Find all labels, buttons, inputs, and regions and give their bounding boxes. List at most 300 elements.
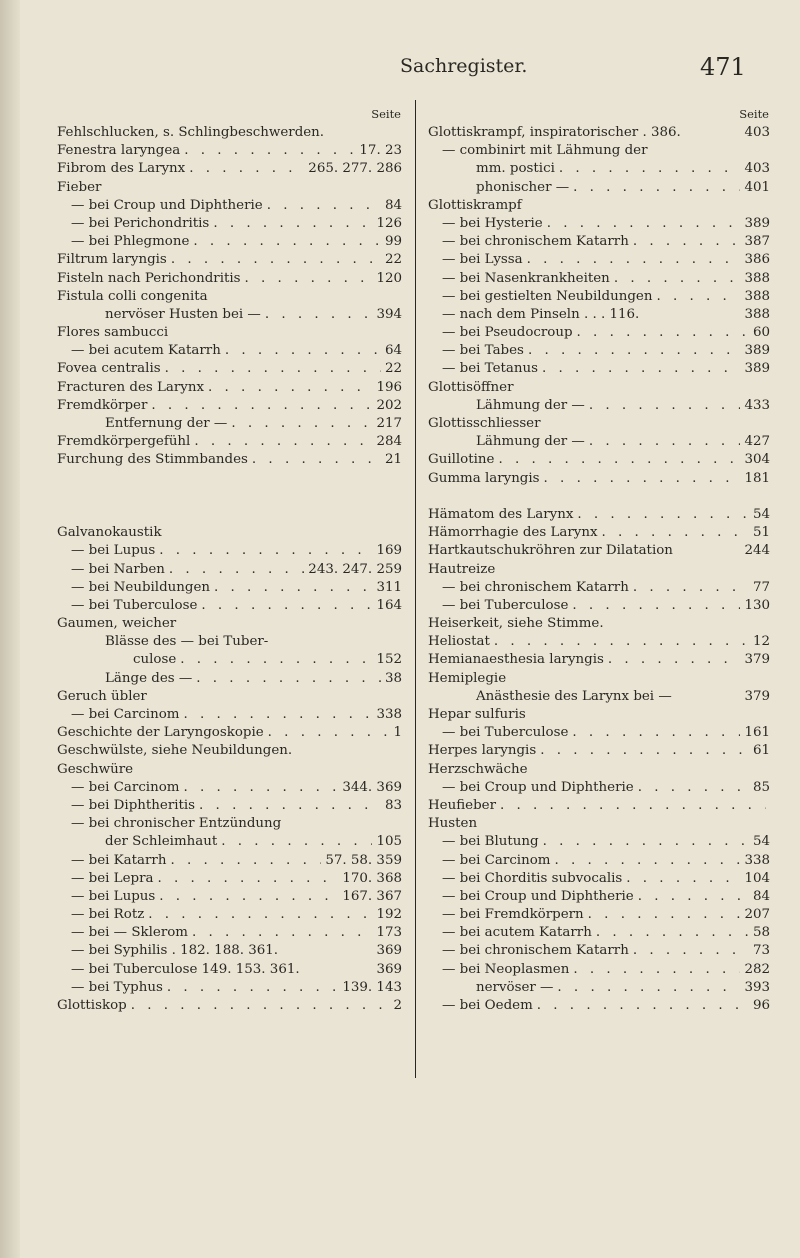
- index-entry: [428, 379, 770, 397]
- entry-page-ref: 58: [752, 925, 770, 941]
- entry-term: — bei Oedem: [442, 998, 533, 1013]
- index-entry: [428, 506, 770, 524]
- index-entry: [428, 470, 770, 488]
- dot-leader: [588, 906, 741, 924]
- column-divider: [415, 100, 416, 1078]
- dot-leader: [633, 233, 741, 251]
- dot-leader: [577, 506, 749, 524]
- dot-leader: [589, 433, 741, 451]
- entry-page-ref: 105: [376, 834, 402, 850]
- entry-page-ref: 22: [384, 361, 402, 377]
- entry-page-ref: 389: [744, 343, 770, 359]
- entry-term: — bei Croup und Diphtherie: [71, 197, 263, 213]
- entry-term: Fovea centralis: [57, 361, 161, 377]
- index-entry: [428, 579, 770, 597]
- dot-leader: [554, 852, 740, 870]
- entry-page-ref: 388: [744, 270, 770, 286]
- entry-term: — bei Carcinom: [71, 707, 180, 723]
- entry-term: — bei Rotz: [71, 907, 145, 923]
- entry-term: — bei Tetanus: [442, 361, 538, 377]
- index-entry: [428, 906, 770, 924]
- entry-page-ref: 152: [376, 652, 402, 668]
- dot-leader: [208, 379, 372, 397]
- entry-term: — bei Tabes: [442, 343, 524, 359]
- index-entry: [428, 688, 770, 706]
- entry-term: Fehlschlucken, s. Schlingbeschwerden.: [57, 125, 325, 140]
- entry-page-ref: 192: [376, 907, 402, 923]
- entry-term: — combinirt mit Lähmung der: [442, 143, 648, 159]
- entry-page-ref: 22: [384, 252, 402, 268]
- entry-term: Hämatom des Larynx: [428, 506, 574, 522]
- entry-page-ref: 244: [744, 543, 770, 559]
- entry-term: Husten: [428, 816, 478, 832]
- entry-page-ref: 173: [376, 925, 402, 941]
- entry-page-ref: 104: [744, 870, 770, 886]
- entry-term: — bei Katarrh: [71, 852, 167, 868]
- entry-page-ref: 394: [376, 306, 402, 322]
- dot-leader: [167, 979, 338, 997]
- index-entry: [428, 215, 770, 233]
- entry-term: Herzschwäche: [428, 761, 528, 777]
- index-entry: [57, 870, 402, 888]
- dot-leader: [559, 160, 741, 178]
- entry-page-ref: 84: [752, 888, 770, 904]
- index-entry: [428, 360, 770, 378]
- entry-page-ref: 369: [376, 961, 402, 977]
- entry-term: — bei chronischer Entzündung: [71, 816, 282, 832]
- dot-leader: [638, 779, 749, 797]
- entry-term: Fracturen des Larynx: [57, 379, 205, 395]
- index-entry: [57, 179, 402, 197]
- index-entry: [428, 706, 770, 724]
- entry-term: — bei Typhus: [71, 979, 163, 995]
- entry-term: — bei Lyssa: [442, 252, 523, 268]
- entry-term: Blässe des — bei Tuber-: [105, 634, 269, 650]
- dot-leader: [265, 306, 373, 324]
- entry-term: Anästhesie des Larynx bei —: [476, 688, 672, 704]
- running-head: [0, 53, 800, 93]
- dot-leader: [614, 270, 741, 288]
- index-entry: [428, 451, 770, 469]
- dot-leader: [193, 233, 381, 251]
- entry-term: der Schleimhaut: [105, 834, 218, 850]
- entry-term: Heufieber: [428, 797, 496, 813]
- index-entry: [428, 270, 770, 288]
- index-entry: [428, 124, 770, 142]
- dot-leader: [557, 979, 740, 997]
- index-entry: [428, 797, 770, 815]
- entry-page-ref: 85: [752, 779, 770, 795]
- index-entry: [428, 870, 770, 888]
- entry-page-ref: 64: [384, 343, 402, 359]
- entry-page-ref: 389: [744, 361, 770, 377]
- index-entry: [428, 779, 770, 797]
- entry-page-ref: 60: [752, 325, 770, 341]
- entry-term: Flores sambucci: [57, 325, 169, 341]
- index-entry: [428, 251, 770, 269]
- index-entry: [428, 724, 770, 742]
- index-entry: [57, 379, 402, 397]
- index-entry: [57, 961, 402, 979]
- dot-leader: [498, 451, 740, 469]
- dot-leader: [213, 215, 372, 233]
- entry-page-ref: 265. 277. 286: [308, 161, 402, 177]
- entry-page-ref: 57. 58. 359: [325, 852, 402, 868]
- index-entry: [428, 142, 770, 160]
- index-entry: [428, 324, 770, 342]
- dot-leader: [159, 888, 338, 906]
- dot-leader: [547, 215, 741, 233]
- entry-term: Hämorrhagie des Larynx: [428, 525, 598, 541]
- entry-term: — bei Neubildungen: [71, 579, 211, 595]
- entry-page-ref: 388: [744, 306, 770, 322]
- index-entry: [57, 997, 402, 1015]
- index-entry: [428, 888, 770, 906]
- dot-leader: [589, 397, 741, 415]
- dot-leader: [183, 706, 372, 724]
- index-entry: [428, 179, 770, 197]
- section-gap: [428, 488, 770, 506]
- dot-leader: [252, 451, 381, 469]
- entry-term: — bei Blutung: [442, 834, 539, 850]
- entry-term: culose: [133, 652, 177, 668]
- index-entry: [57, 451, 402, 469]
- index-column-left: [57, 104, 402, 1015]
- entry-page-ref: 217: [376, 416, 402, 431]
- entry-page-ref: 12: [752, 634, 770, 650]
- index-entry: [57, 160, 402, 178]
- index-entry: [57, 688, 402, 706]
- index-entry: [57, 397, 402, 415]
- entry-term: Glottiskop: [57, 998, 127, 1014]
- entry-term: Hemianaesthesia laryngis: [428, 652, 604, 668]
- dot-leader: [165, 360, 381, 378]
- dot-leader: [633, 942, 749, 960]
- index-entry: [57, 433, 402, 451]
- index-entry: [57, 415, 402, 433]
- index-entry: [428, 942, 770, 960]
- entry-term: — bei Lupus: [71, 888, 156, 904]
- dot-leader: [151, 397, 372, 415]
- index-entry: [428, 815, 770, 833]
- index-entry: [428, 524, 770, 542]
- entry-page-ref: 403: [744, 125, 770, 140]
- entry-page-ref: 51: [752, 525, 770, 541]
- index-entry: [57, 670, 402, 688]
- entry-term: — bei Pseudocroup: [442, 325, 573, 341]
- dot-leader: [656, 288, 740, 306]
- index-entry: [428, 761, 770, 779]
- index-entry: [57, 288, 402, 306]
- dot-leader: [638, 888, 749, 906]
- dot-leader: [544, 470, 741, 488]
- entry-page-ref: 389: [744, 215, 770, 231]
- dot-leader: [196, 670, 381, 688]
- dot-leader: [183, 779, 338, 797]
- entry-page-ref: 167. 367: [342, 888, 402, 904]
- entry-page-ref: 181: [744, 470, 770, 486]
- dot-leader: [180, 651, 372, 669]
- entry-page-ref: 17. 23: [359, 143, 402, 159]
- entry-page-ref: 433: [744, 397, 770, 413]
- dot-leader: [537, 997, 749, 1015]
- index-entry: [57, 651, 402, 669]
- entry-page-ref: 338: [744, 852, 770, 868]
- dot-leader: [500, 797, 766, 815]
- index-entry: [57, 342, 402, 360]
- entry-page-ref: 379: [744, 652, 770, 668]
- entry-term: Hartkautschukröhren zur Dilatation: [428, 543, 673, 559]
- dot-leader: [194, 433, 372, 451]
- entry-page-ref: 202: [376, 397, 402, 413]
- entry-term: Furchung des Stimmbandes: [57, 452, 248, 468]
- index-entry: [428, 651, 770, 669]
- entry-page-ref: 83: [384, 797, 402, 813]
- entry-term: — bei acutem Katarrh: [442, 925, 592, 941]
- index-entry: [57, 124, 402, 142]
- index-entry: [57, 597, 402, 615]
- dot-leader: [169, 561, 304, 579]
- index-entry: [57, 742, 402, 760]
- index-entry: [57, 888, 402, 906]
- index-column-right: [428, 104, 770, 1015]
- entry-term: — bei — Sklerom: [71, 925, 188, 941]
- entry-term: Herpes laryngis: [428, 743, 537, 759]
- index-entry: [57, 579, 402, 597]
- index-entry: [57, 833, 402, 851]
- column-header-seite: Seite: [371, 107, 401, 121]
- entry-page-ref: 120: [376, 270, 402, 286]
- index-entry: [57, 215, 402, 233]
- entry-page-ref: 54: [752, 506, 770, 522]
- entry-term: — bei Croup und Diphtherie: [442, 779, 634, 795]
- entry-term: Guillotine: [428, 452, 495, 468]
- dot-leader: [573, 961, 740, 979]
- entry-page-ref: 170. 368: [342, 870, 402, 886]
- index-entry: [428, 288, 770, 306]
- entry-term: Fisteln nach Perichondritis: [57, 270, 241, 286]
- dot-leader: [540, 742, 749, 760]
- entry-term: Galvanokaustik: [57, 525, 162, 541]
- entry-term: Hepar sulfuris: [428, 707, 526, 722]
- entry-term: Fieber: [57, 179, 102, 195]
- index-entry: [57, 942, 402, 960]
- entry-term: — bei Syphilis . 182. 188. 361.: [71, 943, 279, 959]
- entry-term: — bei Lupus: [71, 543, 156, 559]
- entry-page-ref: 38: [384, 670, 402, 686]
- entry-term: — nach dem Pinseln . . . 116.: [442, 306, 640, 322]
- index-entry: [428, 433, 770, 451]
- entry-term: — bei Chorditis subvocalis: [442, 870, 623, 886]
- entry-page-ref: 126: [376, 215, 402, 231]
- entry-page-ref: 379: [744, 688, 770, 704]
- entry-page-ref: 427: [744, 434, 770, 450]
- index-entry: [57, 233, 402, 251]
- entry-term: Glottisschliesser: [428, 416, 541, 431]
- index-entry: [428, 670, 770, 688]
- entry-term: Entfernung der —: [105, 416, 228, 431]
- entry-term: — bei Tuberculose: [442, 597, 569, 613]
- entry-term: — bei Narben: [71, 561, 165, 577]
- entry-term: — bei Carcinom: [71, 779, 180, 795]
- dot-leader: [171, 251, 381, 269]
- entry-term: — bei Tuberculose: [442, 725, 569, 741]
- dot-leader: [245, 270, 373, 288]
- entry-page-ref: 369: [376, 943, 402, 959]
- index-entry: [57, 706, 402, 724]
- dot-leader: [221, 833, 372, 851]
- column-header-seite: Seite: [739, 107, 769, 121]
- entry-term: — bei Tuberculose: [71, 597, 198, 613]
- index-entry: [428, 742, 770, 760]
- dot-leader: [157, 870, 338, 888]
- entry-page-ref: 1: [393, 725, 402, 741]
- entry-term: — bei chronischem Katarrh: [442, 234, 629, 250]
- index-entry: [57, 251, 402, 269]
- dot-leader: [543, 833, 749, 851]
- entry-term: Fenestra laryngea: [57, 143, 181, 159]
- entry-page-ref: 61: [752, 743, 770, 759]
- entry-term: Geschwülste, siehe Neubildungen.: [57, 743, 293, 759]
- entry-page-ref: 387: [744, 234, 770, 250]
- index-entry: [428, 233, 770, 251]
- index-entry: [57, 761, 402, 779]
- index-entry: [428, 979, 770, 997]
- dot-leader: [626, 870, 740, 888]
- entry-page-ref: 304: [744, 452, 770, 468]
- dot-leader: [131, 997, 390, 1015]
- entry-page-ref: 311: [376, 579, 402, 595]
- entry-term: — bei Carcinom: [442, 852, 551, 868]
- dot-leader: [572, 724, 740, 742]
- entry-page-ref: 139. 143: [342, 979, 402, 995]
- entry-term: Fremdkörpergefühl: [57, 434, 191, 450]
- index-entry: [57, 524, 402, 542]
- dot-leader: [268, 724, 390, 742]
- entry-page-ref: 196: [376, 379, 402, 395]
- entry-term: — bei Fremdkörpern: [442, 907, 584, 923]
- entry-page-ref: 169: [376, 543, 402, 559]
- dot-leader: [577, 324, 749, 342]
- entry-page-ref: 393: [744, 979, 770, 995]
- dot-leader: [214, 579, 372, 597]
- entry-page-ref: 84: [384, 197, 402, 213]
- entry-term: Lähmung der —: [476, 397, 585, 413]
- entry-term: — bei Diphtheritis: [71, 797, 196, 813]
- index-entry: [57, 724, 402, 742]
- entry-term: Filtrum laryngis: [57, 252, 167, 268]
- index-entry: [57, 542, 402, 560]
- index-entry: [57, 615, 402, 633]
- entry-term: — bei Croup und Diphtherie: [442, 888, 634, 904]
- entry-term: Geschwüre: [57, 761, 134, 777]
- dot-leader: [184, 142, 355, 160]
- entry-term: Geschichte der Laryngoskopie: [57, 725, 264, 741]
- entry-page-ref: 96: [752, 998, 770, 1013]
- entry-page-ref: 284: [376, 434, 402, 450]
- index-entry: [428, 197, 770, 215]
- entry-term: Heiserkeit, siehe Stimme.: [428, 616, 604, 632]
- index-entry: [57, 197, 402, 215]
- entry-page-ref: 73: [752, 943, 770, 959]
- entry-page-ref: 161: [744, 725, 770, 741]
- dot-leader: [596, 924, 749, 942]
- entry-term: — bei gestielten Neubildungen: [442, 288, 653, 304]
- entry-term: Gumma laryngis: [428, 470, 540, 486]
- entry-term: Fistula colli congenita: [57, 288, 208, 304]
- entry-term: — bei chronischem Katarrh: [442, 579, 629, 595]
- dot-leader: [572, 597, 740, 615]
- entry-term: — bei Phlegmone: [71, 234, 190, 250]
- dot-leader: [528, 342, 741, 360]
- index-entry: [57, 324, 402, 342]
- entry-term: Glottiskrampf, inspiratorischer . 386.: [428, 125, 681, 140]
- entry-term: — bei chronischem Katarrh: [442, 943, 629, 959]
- dot-leader: [633, 579, 749, 597]
- index-entry: [57, 142, 402, 160]
- index-entry: [57, 561, 402, 579]
- entry-page-ref: 388: [744, 288, 770, 304]
- index-entry: [57, 779, 402, 797]
- entry-page-ref: 207: [744, 907, 770, 923]
- entry-term: Geruch übler: [57, 688, 147, 704]
- index-entry: [428, 597, 770, 615]
- index-entry: [57, 815, 402, 833]
- entry-term: Glottisöffner: [428, 379, 514, 395]
- entry-page-ref: 338: [376, 707, 402, 723]
- dot-leader: [159, 542, 372, 560]
- entry-term: nervöser —: [476, 979, 554, 995]
- index-entry: [57, 633, 402, 651]
- entry-term: — bei Perichondritis: [71, 215, 210, 231]
- entry-term: Fibrom des Larynx: [57, 161, 186, 177]
- dot-leader: [602, 524, 749, 542]
- index-entry: [428, 342, 770, 360]
- entry-term: — bei acutem Katarrh: [71, 343, 221, 359]
- entry-term: phonischer —: [476, 179, 570, 195]
- entry-page-ref: 99: [384, 234, 402, 250]
- entry-term: Fremdkörper: [57, 397, 148, 413]
- entry-page-ref: 21: [384, 452, 402, 468]
- entry-term: Länge des —: [105, 670, 193, 686]
- entry-term: — bei Nasenkrankheiten: [442, 270, 610, 286]
- index-entry: [428, 833, 770, 851]
- index-entry: [57, 797, 402, 815]
- index-entry: [428, 961, 770, 979]
- index-entry: [57, 906, 402, 924]
- dot-leader: [573, 179, 740, 197]
- index-entry: [428, 615, 770, 633]
- index-entry: [57, 852, 402, 870]
- index-entry: [428, 997, 770, 1015]
- entry-term: Hautreize: [428, 561, 496, 577]
- dot-leader: [267, 197, 381, 215]
- entry-page-ref: 403: [744, 161, 770, 177]
- dot-leader: [527, 251, 741, 269]
- index-entry: [428, 633, 770, 651]
- dot-leader: [189, 160, 304, 178]
- dot-leader: [192, 924, 372, 942]
- entry-term: Gaumen, weicher: [57, 616, 177, 632]
- dot-leader: [608, 651, 741, 669]
- running-head-title: Sachregister.: [400, 55, 528, 77]
- entry-page-ref: 130: [744, 597, 770, 613]
- index-entry: [428, 415, 770, 433]
- dot-leader: [225, 342, 381, 360]
- dot-leader: [494, 633, 749, 651]
- index-entry: [428, 306, 770, 324]
- entry-page-ref: 401: [744, 179, 770, 195]
